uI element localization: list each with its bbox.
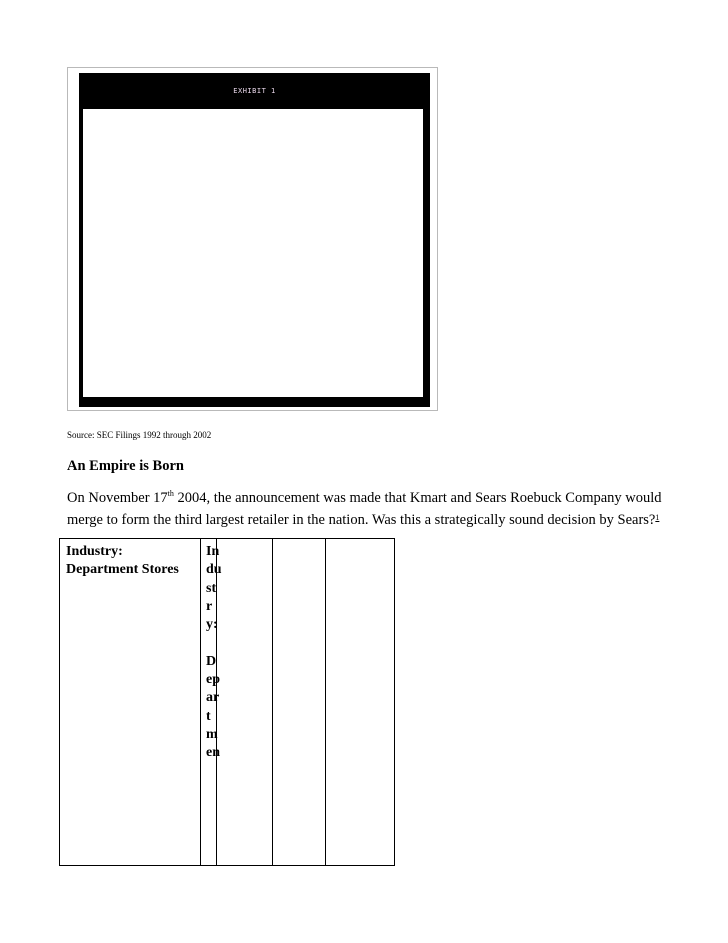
industry-value: Department Stores: [66, 562, 179, 577]
section-heading: An Empire is Born: [67, 458, 184, 474]
table-divider: [272, 539, 273, 866]
source-note: Source: SEC Filings 1992 through 2002: [67, 430, 212, 440]
chart-title: EXHIBIT 1: [233, 87, 276, 95]
ordinal-suffix: th: [167, 489, 174, 499]
paragraph-text-start: On November 17: [67, 490, 168, 506]
figure-frame: [67, 67, 438, 411]
industry-cell: [66, 543, 179, 579]
footnote-link[interactable]: 1: [655, 513, 660, 522]
exhibit-chart: [79, 73, 430, 407]
intro-paragraph: [67, 489, 667, 530]
industry-table: [59, 538, 395, 866]
paragraph-text-rest: 2004, the announcement was made that Kmart and Sears Roebuck Company would merge to form the third largest retailer in the nation. Was this a strategically sound decision by Sears?: [67, 490, 662, 528]
chart-canvas: [83, 109, 423, 397]
table-divider: [325, 539, 326, 866]
table-divider: [200, 539, 201, 866]
vertical-text-cell: Industry: Departmen: [206, 544, 222, 761]
table-bottom-border: [60, 865, 394, 866]
industry-label: Industry:: [66, 544, 123, 559]
